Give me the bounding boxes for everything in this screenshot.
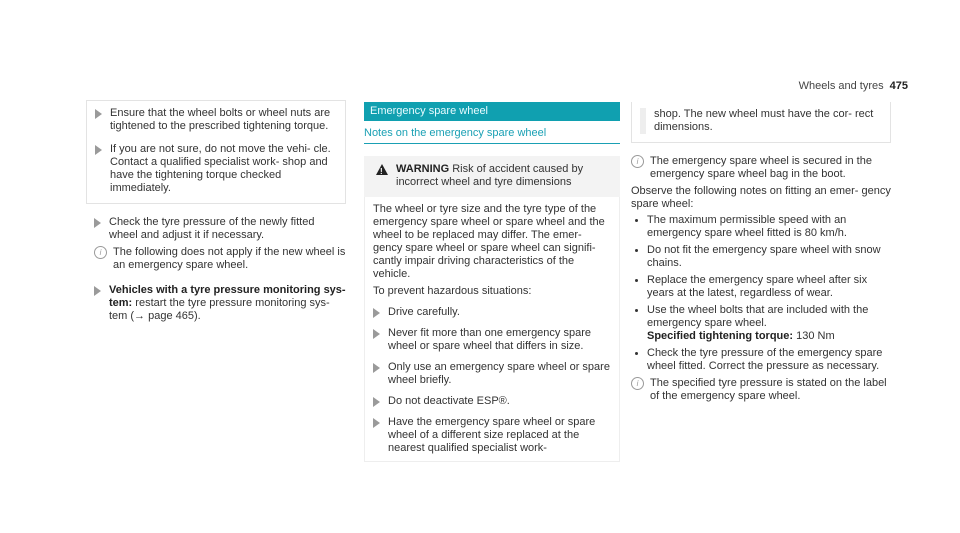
list-item: Check the tyre pressure of the emergency spare wheel fitted. Correct the pressure as necessary. (631, 347, 891, 373)
step-arrow-icon (373, 363, 380, 373)
warning-box (364, 156, 620, 462)
step-text (109, 284, 346, 323)
step-item (373, 416, 611, 455)
step-arrow-icon (95, 145, 102, 155)
notes-list (631, 214, 891, 373)
step-item (95, 107, 337, 133)
step-text: Never fit more than one emergency spare wheel or spare wheel that differs in size. (388, 327, 591, 352)
torque-label: Specified tightening torque: (647, 330, 794, 342)
info-icon: i (631, 377, 644, 390)
info-icon: i (631, 155, 644, 168)
step-text: Ensure that the wheel bolts or wheel nuts are tightened to the prescribed tightening torque. (110, 107, 331, 132)
step-arrow-icon (95, 109, 102, 119)
info-text: The specified tyre pressure is stated on the label of the emergency spare wheel. (650, 377, 887, 402)
warning-text: The wheel or tyre size and the tyre type of the emergency spare wheel or spare wheel and the wheel to be replaced may differ. The emer- gency spare wheel or spare wheel can signifi- cantly impair driving characteristics of the vehicle. (373, 203, 605, 280)
column-1 (86, 100, 346, 323)
step-text: If you are not sure, do not move the vehi- cle. Contact a qualified specialist work- shop and have the tightening torque checked immediately. (110, 143, 331, 194)
step-item (373, 395, 611, 408)
list-item: Replace the emergency spare wheel after six years at the latest, regardless of wear. (631, 274, 891, 300)
step-item (86, 216, 346, 242)
section-banner: Emergency spare wheel (364, 102, 620, 121)
warning-header (364, 156, 620, 197)
torque-value: 130 Nm (793, 330, 835, 342)
warning-title (396, 163, 612, 189)
step-continued (640, 108, 882, 134)
step-text: Drive carefully. (388, 306, 460, 318)
step-text: Only use an emergency spare wheel or spare wheel briefly. (388, 361, 610, 386)
step-body: restart the tyre pressure monitoring sys- tem (→ page 465). (109, 297, 330, 322)
info-note (631, 155, 891, 181)
step-text: Have the emergency spare wheel or spare wheel of a different size replaced at the nearest qualified specialist work- (388, 416, 596, 454)
steps-box (86, 100, 346, 204)
step-continuation-bar (640, 108, 646, 134)
list-item (631, 304, 891, 343)
step-item (95, 143, 337, 195)
info-text: The emergency spare wheel is secured in the emergency spare wheel bag in the boot. (650, 155, 872, 180)
warning-triangle-icon: ! (376, 164, 388, 175)
step-text: shop. The new wheel must have the cor- rect dimensions. (654, 108, 874, 133)
page-number: 475 (889, 80, 908, 92)
step-bold-label: Vehicles with a tyre pressure monitoring sys- tem: (109, 284, 346, 309)
observe-text: Observe the following notes on fitting an emer- gency spare wheel: (631, 185, 891, 210)
section-title: Wheels and tyres (798, 80, 884, 92)
column-3 (631, 102, 891, 403)
step-arrow-icon (373, 397, 380, 407)
subheading: Notes on the emergency spare wheel (364, 127, 620, 144)
info-text: The following does not apply if the new wheel is an emergency spare wheel. (113, 246, 346, 271)
warning-body (364, 197, 620, 462)
step-arrow-icon (373, 329, 380, 339)
step-text: Check the tyre pressure of the newly fitted wheel and adjust it if necessary. (109, 216, 315, 241)
list-item: The maximum permissible speed with an emergency spare wheel fitted is 80 km/h. (631, 214, 891, 240)
list-item-text: Use the wheel bolts that are included with the emergency spare wheel. (647, 304, 869, 329)
page-header (799, 80, 908, 92)
info-note (86, 246, 346, 272)
step-item (373, 306, 611, 319)
step-item (373, 361, 611, 387)
step-arrow-icon (373, 308, 380, 318)
info-note (631, 377, 891, 403)
step-item (373, 327, 611, 353)
step-arrow-icon (94, 218, 101, 228)
step-item (86, 284, 346, 323)
warning-label: WARNING (396, 163, 450, 175)
step-arrow-icon (373, 418, 380, 428)
step-text: Do not deactivate ESP®. (388, 395, 510, 407)
column-2 (364, 102, 620, 462)
info-icon: i (94, 246, 107, 259)
step-arrow-icon (94, 286, 101, 296)
list-item: Do not fit the emergency spare wheel with snow chains. (631, 244, 891, 270)
prevent-text: To prevent hazardous situations: (373, 285, 532, 297)
warning-continued-box (631, 102, 891, 143)
warning-title-text: Risk of accident caused by incorrect wheel and tyre dimensions (396, 163, 584, 188)
